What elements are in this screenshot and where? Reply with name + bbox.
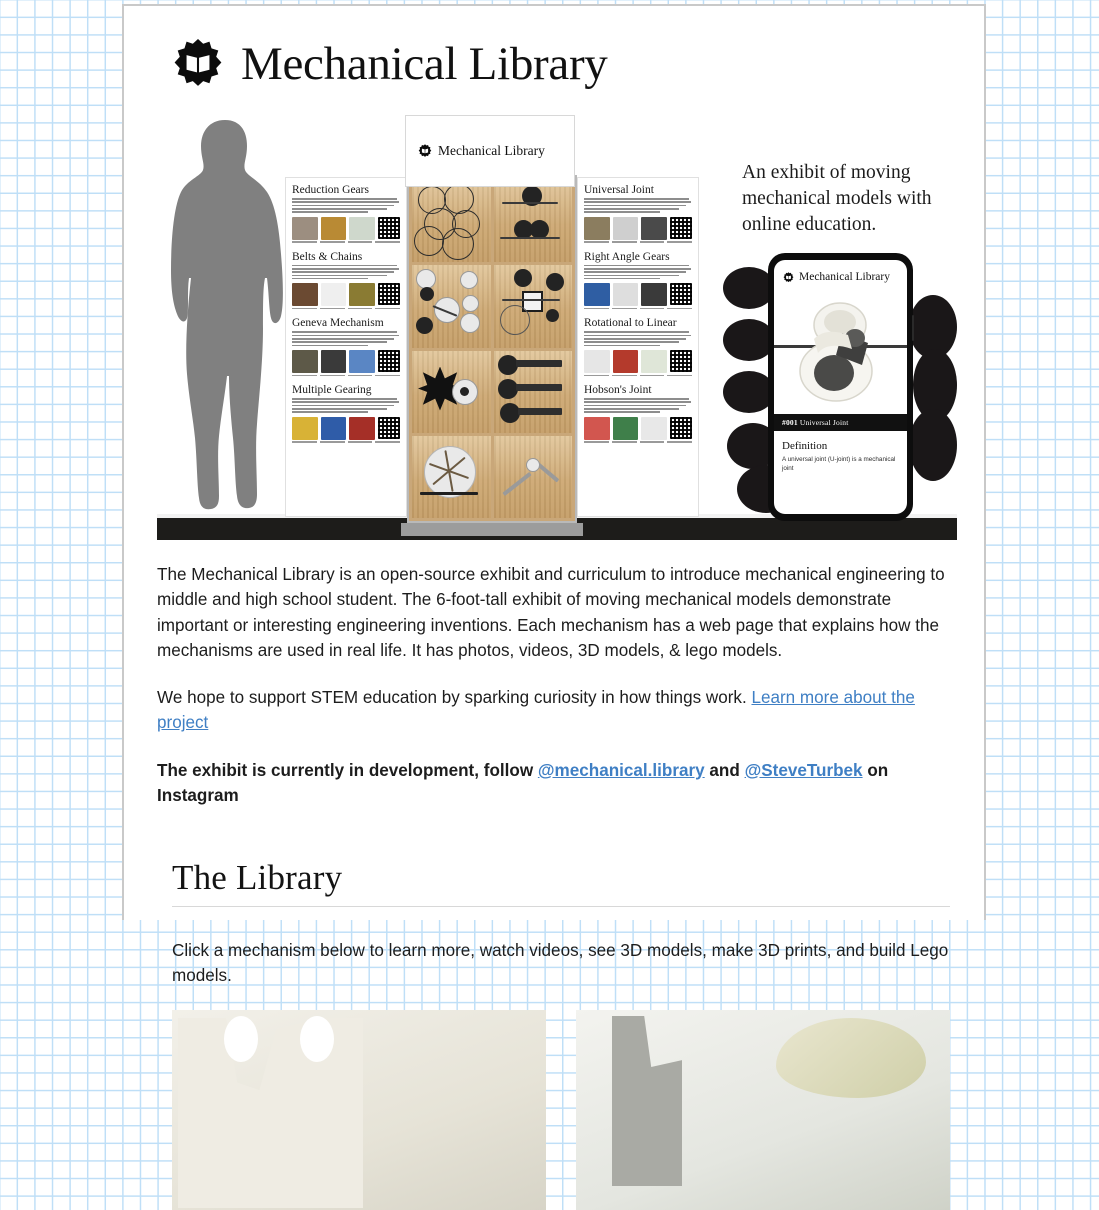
panel-body-lines [584,198,692,213]
phone-definition-heading: Definition [782,440,828,452]
gear-book-icon [172,38,224,90]
instagram-steveturbek-link[interactable]: @SteveTurbek [744,760,863,780]
intro-paragraph-1: The Mechanical Library is an open-source exhibit and curriculum to introduce mechanical engineering to middle and high school student. The 6-foot-tall exhibit of moving mechanical models demonstrate important or interesting engineering inventions. Each mechanism has a web page that explains how the mechanisms are used in real life. It has photos, videos, 3D models, & lego models. [157,565,945,660]
qr-code-icon [670,417,692,439]
panel-section [584,384,692,443]
panel-section-title: Rotational to Linear [584,317,677,330]
page-container [122,4,986,986]
panel-section-title: Hobson's Joint [584,384,652,397]
panel-thumbnails [584,350,692,373]
panel-body-lines [292,331,400,346]
panel-body-lines [292,198,400,213]
qr-code-icon [670,283,692,305]
panel-section-title: Belts & Chains [292,250,363,263]
exhibit-sign-text: Mechanical Library [438,143,545,158]
panel-thumbnails [292,350,400,373]
mechanism-card-grid [172,1010,950,1210]
panel-thumbnails [584,417,692,440]
panel-section-title: Reduction Gears [292,184,369,196]
library-description: Click a mechanism below to learn more, watch videos, see 3D models, make 3D prints, and build Lego models. [172,941,949,986]
hero-image [157,115,957,540]
panel-captions [292,375,400,376]
phone-app-title: Mechanical Library [799,271,890,283]
shelf-multiple-gearing [412,436,491,518]
exhibit-panel-right [577,177,699,517]
shelf-geneva [412,351,491,433]
intro-paragraph-3-suffix: on Instagram [157,760,889,806]
panel-section [292,251,400,310]
shelf-belts-chains [412,265,491,347]
shelf-right-angle-a [494,180,573,262]
mechanism-card[interactable] [172,1010,546,1210]
phone-definition-body: A universal joint (U-joint) is a mechanical joint [782,456,896,472]
shelf-hobsons-joint [494,436,573,518]
panel-section-title: Right Angle Gears [584,250,670,263]
library-section [124,858,984,1210]
phone-screen [774,260,907,514]
phone-side-button [912,315,915,341]
panel-section [292,317,400,376]
panel-body-lines [584,265,692,280]
panel-thumbnails [292,417,400,440]
shelf-universal-joint [494,265,573,347]
panel-thumbnails [292,283,400,306]
phone-product-photo [774,289,907,414]
site-title: Mechanical Library [241,37,608,90]
panel-body-lines [292,398,400,413]
panel-section-title: Multiple Gearing [292,384,372,397]
library-divider [172,906,950,907]
intro-paragraph-3 [157,758,950,809]
qr-code-icon [670,217,692,239]
instagram-mechanical-library-link[interactable]: @mechanical.library [537,760,705,780]
panel-body-lines [584,398,692,413]
phone-caption [774,414,907,431]
panel-thumbnails [584,217,692,240]
panel-captions [584,441,692,442]
intro-section [124,562,984,808]
shelf-reduction-gears [412,180,491,262]
panel-section [292,184,400,243]
panel-thumbnails [584,283,692,306]
exhibit-cabinet [407,175,577,523]
phone-app-header [774,260,907,289]
panel-thumbnails [292,217,400,240]
intro-paragraph-2-text: We hope to support STEM education by sparking curiosity in how things work. [157,688,752,708]
phone-caption-number: #001 [782,418,798,427]
intro-paragraph-3-middle: and [704,760,745,780]
panel-captions [584,375,692,376]
qr-code-icon [670,350,692,372]
mechanism-card[interactable] [576,1010,950,1210]
intro-paragraph-2 [157,685,950,736]
panel-section [584,184,692,243]
panel-section [584,251,692,310]
qr-code-icon [378,283,400,305]
learn-more-link[interactable]: Learn more about the project [157,688,915,733]
panel-captions [584,308,692,309]
cabinet-base [401,523,583,536]
exhibit-panel-left [285,177,407,517]
panel-section-title: Universal Joint [584,184,654,196]
panel-captions [292,308,400,309]
gear-book-icon [418,144,432,158]
panel-captions [292,241,400,242]
qr-code-icon [378,350,400,372]
woman-silhouette [163,118,291,518]
phone-mockup [768,253,913,521]
qr-code-icon [378,417,400,439]
panel-body-lines [292,265,400,280]
panel-captions [584,241,692,242]
site-header [124,6,984,90]
exhibit-sign [405,115,575,187]
hero-tagline: An exhibit of moving mechanical models with online education. [742,162,932,235]
panel-captions [292,441,400,442]
panel-section [292,384,400,443]
panel-section [584,317,692,376]
panel-body-lines [584,331,692,346]
panel-section-title: Geneva Mechanism [292,317,384,330]
phone-caption-name: Universal Joint [799,418,849,427]
intro-paragraph-3-prefix: The exhibit is currently in development, follow [157,760,538,780]
library-heading: The Library [172,858,343,898]
qr-code-icon [378,217,400,239]
shelf-rotational-linear [494,351,573,433]
gear-book-icon [783,272,794,283]
